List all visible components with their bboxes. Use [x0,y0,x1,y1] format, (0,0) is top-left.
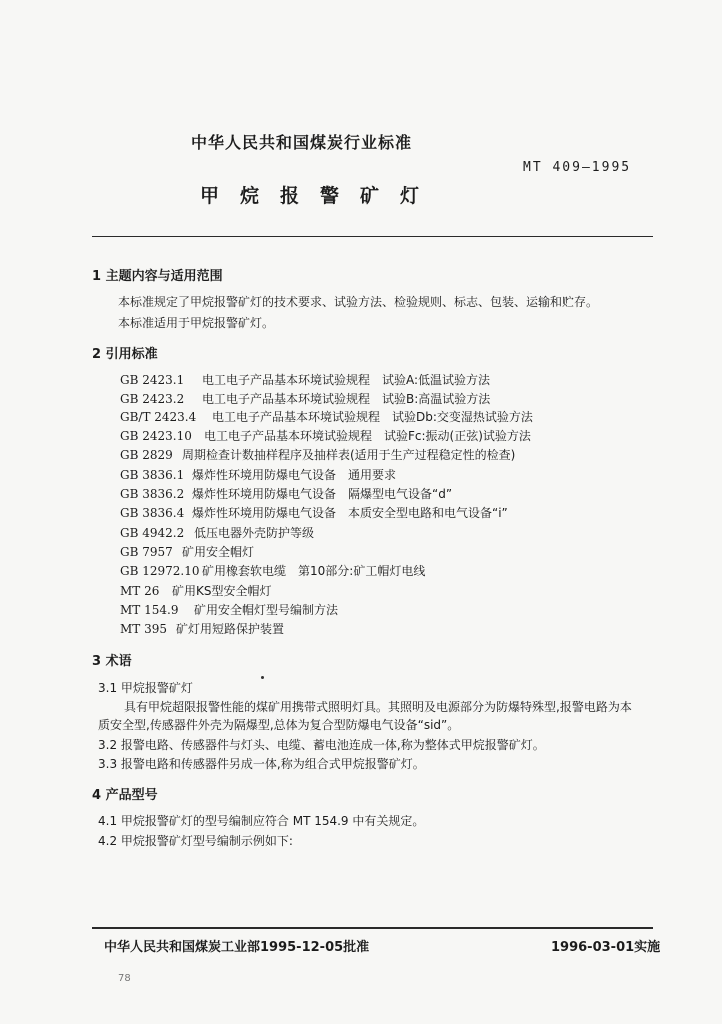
reference-code: GB 2829 [120,448,173,462]
section-4-heading: 4 产品型号 [92,788,158,803]
reference-code: MT 154.9 [120,603,179,617]
reference-title: 低压电器外壳防护等级 [194,526,315,540]
reference-item [120,466,396,483]
approval-line: 中华人民共和国煤炭工业部1995-12-05批准 [104,940,370,955]
reference-item [120,562,425,579]
reference-title: 矿用安全帽灯型号编制方法 [194,603,339,617]
reference-title: 周期检查计数抽样程序及抽样表(适用于生产过程稳定性的检查) [182,448,516,462]
term-3-1-definition-line-1: 具有甲烷超限报警性能的煤矿用携带式照明灯具。其照明及电源部分为防爆特殊型,报警电路为本 [124,700,632,714]
footer-divider [92,927,653,929]
term-3-3: 3.3 报警电路和传感器件另成一体,称为组合式甲烷报警矿灯。 [98,757,425,771]
reference-title: 矿用橡套软电缆 第10部分:矿工帽灯电线 [202,564,426,578]
reference-title: 爆炸性环境用防爆电气设备 通用要求 [192,468,397,482]
reference-item [120,427,531,444]
reference-item [120,390,490,407]
reference-title: 电工电子产品基本环境试验规程 试验Fc:振动(正弦)试验方法 [204,429,531,443]
reference-title: 矿用KS型安全帽灯 [172,584,272,598]
reference-title: 电工电子产品基本环境试验规程 试验A:低温试验方法 [202,373,491,387]
reference-code: GB 2423.2 [120,392,185,406]
reference-code: GB 7957 [120,545,173,559]
clause-4-2: 4.2 甲烷报警矿灯型号编制示例如下: [98,834,293,848]
org-title: 中华人民共和国煤炭行业标准 [191,133,413,152]
reference-title: 爆炸性环境用防爆电气设备 隔爆型电气设备“d” [192,487,453,501]
section-1-paragraph-2: 本标准适用于甲烷报警矿灯。 [118,316,275,330]
scan-speck [261,676,264,679]
reference-code: GB 3836.4 [120,506,185,520]
reference-item [120,446,515,463]
page-number: 78 [118,973,131,984]
reference-item [120,408,533,425]
reference-code: GB 2423.1 [120,373,185,387]
reference-item [120,504,508,521]
effective-date: 1996-03-01实施 [551,940,661,955]
reference-code: GB/T 2423.4 [120,410,197,424]
reference-code: MT 395 [120,622,168,636]
reference-item [120,524,314,541]
reference-title: 电工电子产品基本环境试验规程 试验Db:交变湿热试验方法 [212,410,533,424]
term-3-1-label: 3.1 甲烷报警矿灯 [98,681,193,695]
clause-4-1: 4.1 甲烷报警矿灯的型号编制应符合 MT 154.9 中有关规定。 [98,814,425,828]
section-1-paragraph-1: 本标准规定了甲烷报警矿灯的技术要求、试验方法、检验规则、标志、包装、运输和贮存。 [118,295,599,309]
reference-title: 矿用安全帽灯 [182,545,255,559]
reference-code: GB 4942.2 [120,526,185,540]
reference-code: MT 26 [120,584,160,598]
section-3-heading: 3 术语 [92,654,132,669]
reference-title: 电工电子产品基本环境试验规程 试验B:高温试验方法 [202,392,491,406]
reference-code: GB 3836.2 [120,487,185,501]
reference-item [120,485,452,502]
section-2-heading: 2 引用标准 [92,347,158,362]
term-3-1-definition-line-2: 质安全型,传感器件外壳为隔爆型,总体为复合型防爆电气设备“sid”。 [98,718,460,732]
reference-item [120,620,284,637]
document-title: 甲烷报警矿灯 [200,185,441,207]
reference-title: 爆炸性环境用防爆电气设备 本质安全型电路和电气设备“i” [192,506,508,520]
reference-code: GB 3836.1 [120,468,185,482]
reference-item [120,371,490,388]
header-divider [92,236,653,237]
reference-code: GB 2423.10 [120,429,192,443]
reference-item [120,543,254,560]
reference-code: GB 12972.10 [120,564,200,578]
term-3-2: 3.2 报警电路、传感器件与灯头、电缆、蓄电池连成一体,称为整体式甲烷报警矿灯。 [98,738,545,752]
standard-code: MT 409—1995 [523,160,632,175]
section-1-heading: 1 主题内容与适用范围 [92,269,223,284]
reference-item [120,601,338,618]
reference-title: 矿灯用短路保护装置 [176,622,285,636]
reference-item [120,582,272,599]
